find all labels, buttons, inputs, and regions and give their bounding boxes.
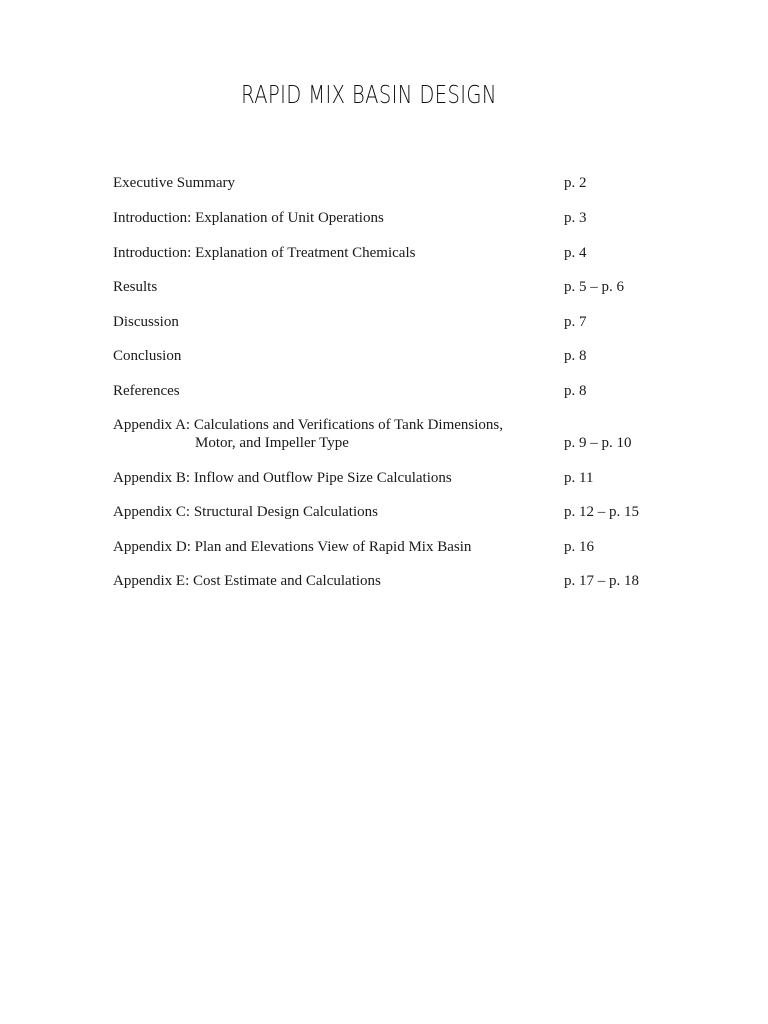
toc-entry-label: Appendix D: Plan and Elevations View of Rapid Mix Basin (113, 539, 472, 555)
toc-entry-label: Appendix C: Structural Design Calculations (113, 504, 378, 520)
toc-entry-label (113, 416, 553, 452)
document-title: RAPID MIX BASIN DESIGN (241, 80, 497, 109)
toc-entry-page: p. 11 (564, 470, 594, 486)
toc-entry-label: Discussion (113, 314, 179, 330)
toc-entry-page: p. 7 (564, 314, 587, 330)
toc-entry-label: Conclusion (113, 348, 182, 364)
toc-entry-label: References (113, 383, 180, 399)
toc-entry-page: p. 4 (564, 245, 587, 261)
toc-entry-label: Introduction: Explanation of Unit Operations (113, 210, 384, 226)
toc-entry-page: p. 12 – p. 15 (564, 504, 639, 520)
toc-entry-label: Introduction: Explanation of Treatment Chemicals (113, 245, 416, 261)
toc-entry-page: p. 16 (564, 539, 594, 555)
toc-entry-page: p. 5 – p. 6 (564, 279, 624, 295)
toc-entry-label: Executive Summary (113, 175, 236, 191)
toc-entry-page: p. 8 (564, 383, 587, 399)
toc-entry-page: p. 8 (564, 348, 587, 364)
toc-entry-label-line1: Appendix A: Calculations and Verifications of Tank Dimensions, (113, 417, 504, 433)
toc-entry-label-line2: Motor, and Impeller Type (195, 435, 349, 451)
toc-entry-page: p. 3 (564, 210, 587, 226)
toc-entry-page: p. 9 – p. 10 (564, 435, 632, 451)
toc-entry-label: Appendix B: Inflow and Outflow Pipe Size Calculations (113, 470, 452, 486)
toc-entry-label: Results (113, 279, 158, 295)
toc-entry-label: Appendix E: Cost Estimate and Calculations (113, 573, 381, 589)
toc-entry-page: p. 17 – p. 18 (564, 573, 639, 589)
toc-entry-page: p. 2 (564, 175, 587, 191)
